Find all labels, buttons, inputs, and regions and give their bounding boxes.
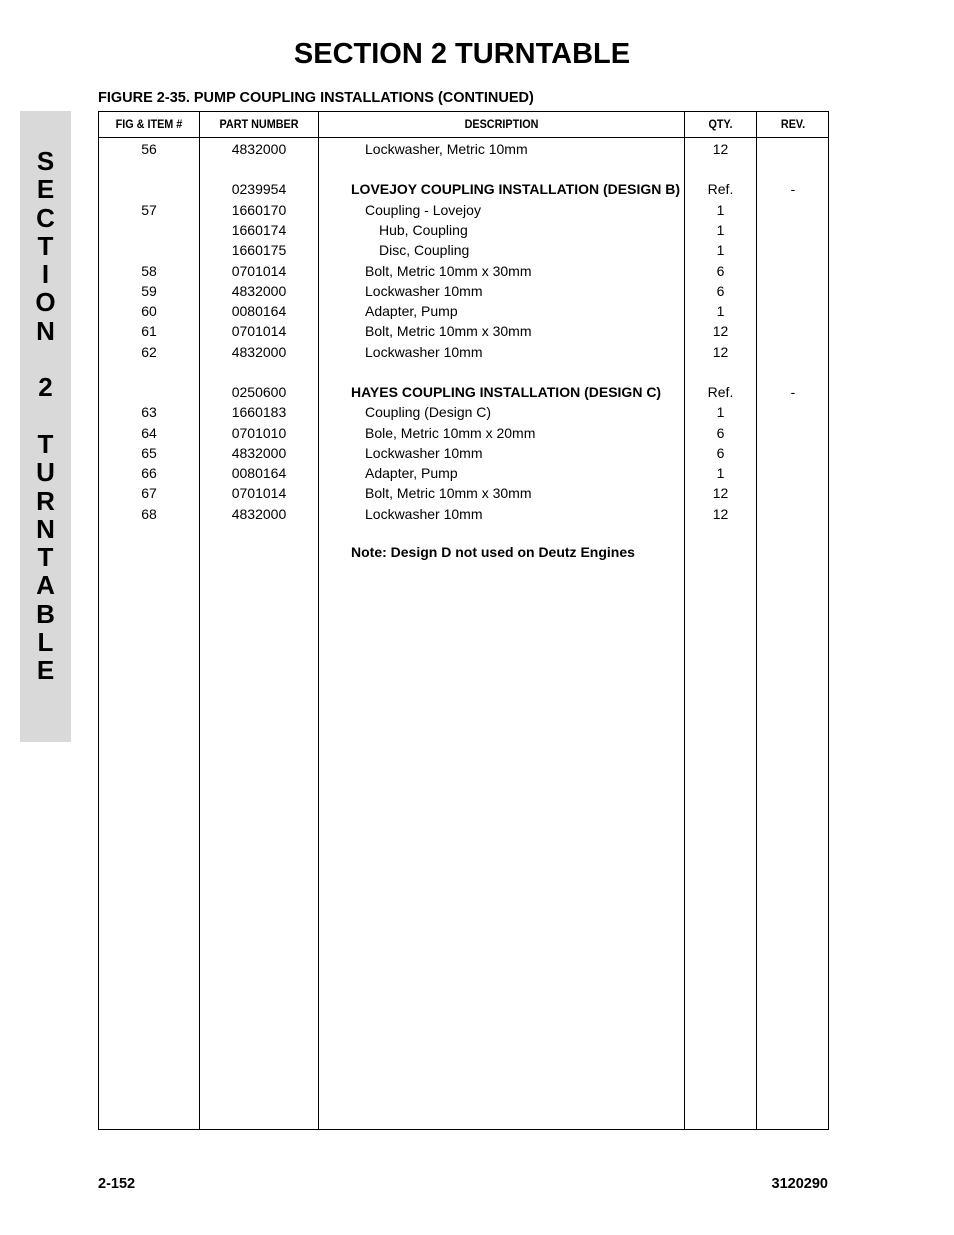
side-tab-letter [20,402,71,430]
table-row [99,321,828,341]
qty-cell: 1 [716,404,725,420]
part-number-cell: 4832000 [231,445,287,461]
part-number-cell: 4832000 [231,283,287,299]
table-note: Note: Design D not used on Deutz Engines [351,544,635,560]
side-tab-letter: N [36,315,55,346]
table-row [99,200,828,220]
part-number-cell: 0239954 [231,181,287,197]
description-cell: Bolt, Metric 10mm x 30mm [365,485,532,501]
qty-cell: 6 [716,283,725,299]
description-cell: Coupling - Lovejoy [365,202,481,218]
qty-cell: 1 [716,303,725,319]
description-cell: Hub, Coupling [379,222,468,238]
header-part-number: PART NUMBER [219,117,299,131]
table-row [99,342,828,362]
item-cell: 67 [141,485,157,501]
side-tab-letter: O [35,287,56,318]
table-row [99,139,828,159]
table-row [99,483,828,503]
side-tab-letter: I [41,259,50,290]
part-number-cell: 0701014 [231,263,287,279]
item-cell: 58 [141,263,157,279]
header-qty: QTY. [708,117,733,131]
part-number-cell: 0701014 [231,323,287,339]
description-cell: Lockwasher 10mm [365,506,483,522]
side-tab-letter: U [36,457,55,488]
part-number-cell: 4832000 [231,344,287,360]
rev-cell: - [790,384,796,400]
qty-cell: 6 [716,263,725,279]
part-number-cell: 0080164 [231,303,287,319]
side-tab-letter [20,345,71,373]
section-title: SECTION 2 TURNTABLE [293,38,631,70]
table-note-row [99,542,828,562]
side-tab-letter: B [36,598,55,629]
description-cell: Bolt, Metric 10mm x 30mm [365,263,532,279]
description-cell: Adapter, Pump [365,465,458,481]
description-cell: Lockwasher 10mm [365,445,483,461]
parts-table [98,111,829,1130]
item-cell: 68 [141,506,157,522]
table-row [99,240,828,260]
table-row [99,504,828,524]
description-cell: Bole, Metric 10mm x 20mm [365,425,536,441]
table-row [99,463,828,483]
part-number-cell: 1660170 [231,202,287,218]
description-cell: HAYES COUPLING INSTALLATION (DESIGN C) [351,384,662,400]
side-tab-letter: L [37,627,54,658]
part-number-cell: 1660183 [231,404,287,420]
description-cell: LOVEJOY COUPLING INSTALLATION (DESIGN B) [351,181,681,197]
description-cell: Disc, Coupling [379,242,470,258]
qty-cell: 12 [712,323,729,339]
side-tab-letter: C [36,202,55,233]
qty-cell: 12 [712,141,729,157]
header-description: DESCRIPTION [464,117,539,131]
side-tab-letter: T [37,542,54,573]
figure-title: FIGURE 2-35. PUMP COUPLING INSTALLATIONS (CONTINUED) [98,90,534,106]
table-row [99,281,828,301]
page-number: 2-152 [98,1176,136,1192]
side-tab-letters [20,147,71,685]
description-cell: Coupling (Design C) [365,404,492,420]
side-tab-letter: E [36,655,55,686]
item-cell: 59 [141,283,157,299]
description-cell: Lockwasher 10mm [365,344,483,360]
table-row [99,301,828,321]
header-divider [99,137,828,138]
qty-cell: 1 [716,222,725,238]
table-row [99,402,828,422]
qty-cell: 6 [716,425,725,441]
side-tab [20,111,71,742]
part-number-cell: 4832000 [231,141,287,157]
header-item: FIG & ITEM # [115,117,183,131]
item-cell: 63 [141,404,157,420]
rev-cell: - [790,181,796,197]
table-row [99,261,828,281]
item-cell: 65 [141,445,157,461]
qty-cell: 1 [716,242,725,258]
item-cell: 64 [141,425,157,441]
part-number-cell: 4832000 [231,506,287,522]
part-number-cell: 0250600 [231,384,287,400]
table-row [99,423,828,443]
side-tab-letter: T [37,428,54,459]
qty-cell: 12 [712,485,729,501]
part-number-cell: 1660175 [231,242,287,258]
item-cell: 60 [141,303,157,319]
qty-cell: Ref. [707,384,734,400]
description-cell: Lockwasher 10mm [365,283,483,299]
part-number-cell: 1660174 [231,222,287,238]
side-tab-letter: N [36,513,55,544]
table-row [99,382,828,402]
side-tab-letter: 2 [38,372,53,403]
item-cell: 57 [141,202,157,218]
table-row [99,443,828,463]
description-cell: Bolt, Metric 10mm x 30mm [365,323,532,339]
part-number-cell: 0701010 [231,425,287,441]
side-tab-letter: E [36,174,55,205]
item-cell: 66 [141,465,157,481]
qty-cell: 6 [716,445,725,461]
qty-cell: Ref. [707,181,734,197]
side-tab-letter: T [37,230,54,261]
item-cell: 61 [141,323,157,339]
table-row [99,220,828,240]
side-tab-letter: R [36,485,55,516]
qty-cell: 12 [712,506,729,522]
document-number: 3120290 [771,1176,828,1192]
description-cell: Adapter, Pump [365,303,458,319]
side-tab-letter: S [36,146,55,176]
qty-cell: 12 [712,344,729,360]
qty-cell: 1 [716,202,725,218]
item-cell: 56 [141,141,157,157]
qty-cell: 1 [716,465,725,481]
description-cell: Lockwasher, Metric 10mm [365,141,528,157]
part-number-cell: 0080164 [231,465,287,481]
part-number-cell: 0701014 [231,485,287,501]
table-row [99,179,828,199]
item-cell: 62 [141,344,157,360]
header-rev: REV. [780,117,806,131]
side-tab-letter: A [36,570,55,601]
